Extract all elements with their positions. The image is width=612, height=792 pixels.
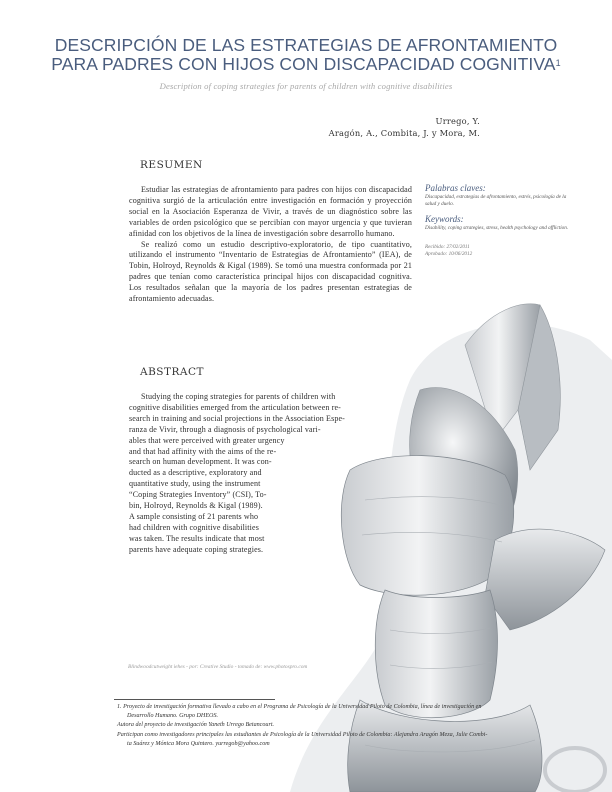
abstract-line: “Coping Strategies Inventory” (CSI), To- — [129, 490, 267, 500]
footnote-line: Participan como investigadores principales las estudiantes de Psicología de la Universidad Piloto de Colombia: Alejandra Aragón Meza, Julie Combi- — [117, 731, 488, 738]
article-title — [0, 36, 612, 74]
author-line-2: Aragón, A., Combita, J. y Mora, M. — [328, 128, 480, 138]
title-line-2: PARA PADRES CON HIJOS CON DISCAPACIDAD COGNITIVA$^1$ — [51, 54, 561, 74]
abstract-line: ranza de Vivir, through a diagnosis of psychological vari- — [129, 424, 321, 434]
footnote-line: Desarrollo Humano. Grupo DHEOS. — [127, 713, 219, 720]
footnote-line: 1. Proyecto de investigación formativa llevado a cabo en el Programa de Psicología de la Universidad Piloto de Colombia, línea de investigación en — [117, 704, 482, 710]
keywords-sidebar — [425, 183, 577, 258]
abstract-line: parents have adequate coping strategies. — [129, 544, 264, 554]
abstract-line: A sample consisting of 21 parents who — [129, 511, 259, 521]
abstract-body — [129, 392, 412, 556]
abstract-line: ducted as a descriptive, exploratory and — [129, 468, 262, 478]
article-subtitle: Description of coping strategies for parents of children with cognitive disabilities — [159, 81, 453, 91]
footnotes — [117, 703, 572, 749]
approved-date: Aprobado: 10/06/2012 — [425, 251, 473, 258]
photo-credit: Blindwoodcutweight iehes - por: Creative Studio - tomado de: www.photospro.com — [128, 664, 308, 670]
resumen-paragraph: Se realizó como un estudio descriptivo-exploratorio, de tipo cuantitativo, utilizando el instrumento “Inventario de Estrategias de Afrontamiento” (IEA), de Tobin, Holroyd, Reynolds & Kigal (1989). Se tomó una muestra conformada por 21 padres que tenían como característica principal hijos con discapacidad cognitiva. Los resultados señalan que la mayoría de los padres presentan estrategias de afrontamiento adecuadas. — [129, 239, 412, 304]
abstract-line: and that had affinity with the aims of the re- — [129, 446, 277, 456]
resumen-paragraph: Estudiar las estrategias de afrontamiento para padres con hijos con discapacidad cognitiva surgió de la articulación entre investigación en formación y proyección social en la Asociación Esperanza de Vivir, a través de un diagnóstico sobre las variables de orden psicológico que se percibían con mayor urgencia y que tuvieran afinidad con los objetivos de la línea de investigación sobre desarrollo humano. — [129, 185, 412, 238]
footnote-divider — [114, 699, 275, 700]
author-line-1: Urrego, Y. — [435, 116, 480, 126]
resumen-body — [129, 185, 412, 305]
resumen-heading: RESUMEN — [140, 159, 203, 171]
palabras-claves-label: Palabras claves: — [425, 183, 486, 193]
abstract-line: quantitative study, using the instrument — [129, 479, 261, 489]
abstract-line: bin, Holroyd, Reynolds & Kigal (1989). — [129, 501, 263, 511]
abstract-line: ables that were perceived with greater urgency — [129, 435, 285, 445]
received-date: Recibido: 27/02/2011 — [425, 244, 470, 250]
abstract-line: cognitive disabilities emerged from the articulation between re- — [129, 402, 341, 412]
title-line-1: DESCRIPCIÓN DE LAS ESTRATEGIAS DE AFRONTAMIENTO — [54, 35, 558, 55]
title-footnote-mark: 1 — [555, 58, 561, 68]
footnote-line: Autora del proyecto de investigación Yaneth Urrego Betancourt. — [117, 722, 275, 729]
abstract-line: search in training and social projections in the Association Espe- — [129, 413, 345, 423]
abstract-line: was taken. The results indicate that most — [129, 533, 265, 543]
palabras-claves-value: Discapacidad, estrategias de afrontamiento, estrés, psicología de la salud y duelo. — [425, 194, 567, 207]
keywords-label: Keywords: — [425, 214, 464, 224]
abstract-line: search on human development. It was con- — [129, 457, 272, 467]
abstract-heading: ABSTRACT — [140, 366, 205, 378]
abstract-line: had children with cognitive disabilities — [129, 522, 259, 532]
keywords-value: Disability, coping strategies, stress, health psychology and affliction. — [425, 225, 569, 231]
footnote-line: ta Suárez y Mónica Mora Quintero. yurregob@yahoo.com — [127, 740, 270, 747]
abstract-line: Studying the coping strategies for parents of children with — [141, 392, 336, 401]
